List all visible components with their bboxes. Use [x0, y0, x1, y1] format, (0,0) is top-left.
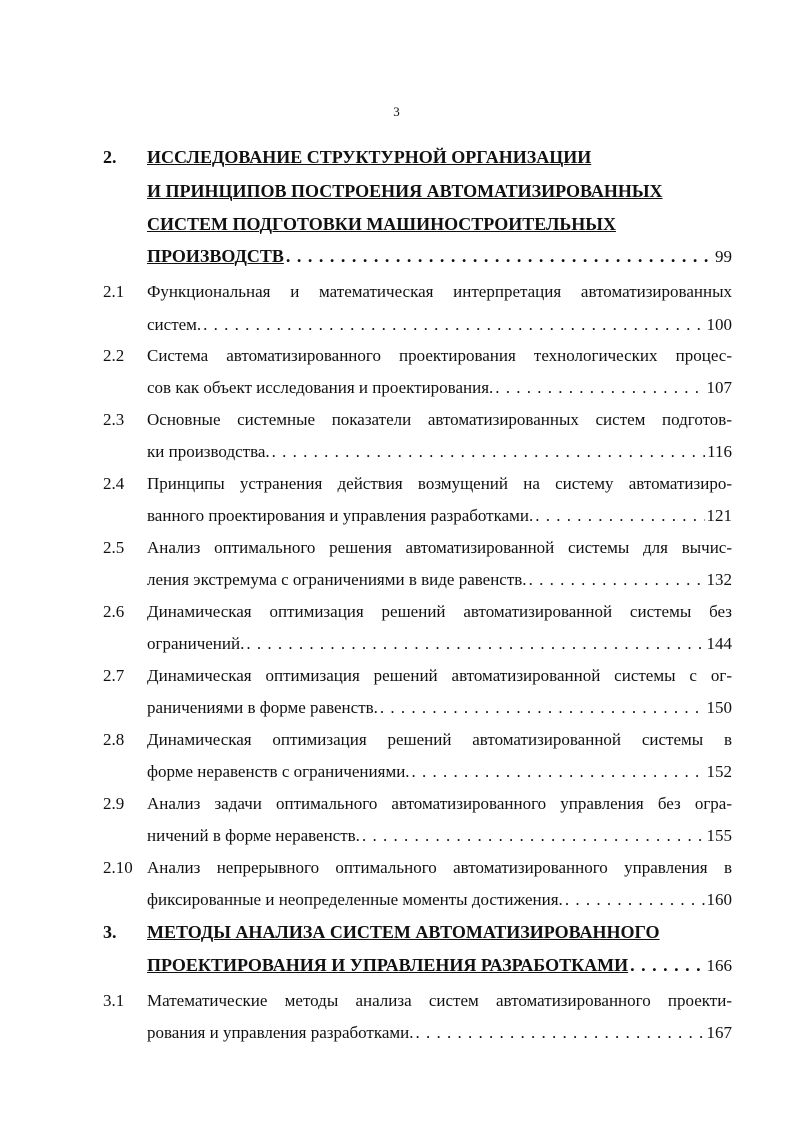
section-number: 2.7 [103, 666, 125, 685]
chapter-title-line: ИССЛЕДОВАНИЕ СТРУКТУРНОЙ ОРГАНИЗАЦИИ [147, 147, 592, 167]
section-number: 3.1 [103, 991, 125, 1010]
section-title-line: раничениями в форме равенств. . . . 150 [147, 698, 732, 718]
page-ref: 132 [706, 570, 732, 589]
section-number: 2.5 [103, 538, 125, 557]
section-number: 2.1 [103, 282, 125, 301]
page-ref: 155 [706, 826, 732, 845]
leader-dots [535, 506, 704, 526]
leader-dots [203, 315, 704, 335]
section-title-line: рования и управления разработками. . . . 167 [147, 1023, 732, 1043]
section-title-line: Динамическая оптимизация решений автоматизированной системы в [147, 730, 732, 749]
section-title-line: Анализ оптимального решения автоматизированной системы для вычис- [147, 538, 732, 557]
section-title-line: ничений в форме неравенств. . . . 155 [147, 826, 732, 846]
section-title-line: Основные системные показатели автоматизированных систем подготов- [147, 410, 732, 429]
section-number: 2.8 [103, 730, 125, 749]
section-title-line: ки производства. . . . 116 [147, 442, 732, 462]
page-ref: 160 [706, 890, 732, 909]
section-title-line: сов как объект исследования и проектирования. . . . 107 [147, 378, 732, 398]
chapter-title-line: СИСТЕМ ПОДГОТОВКИ МАШИНОСТРОИТЕЛЬНЫХ [147, 214, 616, 234]
section-title-line: фиксированные и неопределенные моменты достижения. . . . 160 [147, 890, 732, 910]
section-number: 2.9 [103, 794, 125, 813]
page-ref: 167 [706, 1023, 732, 1042]
chapter-title-line: ПРОЕКТИРОВАНИЯ И УПРАВЛЕНИЯ РАЗРАБОТКАМИ . . . 166 [147, 955, 732, 976]
page-ref: 150 [706, 698, 732, 717]
page-ref: 100 [706, 315, 732, 334]
chapter-number: 3. [103, 922, 117, 942]
page-number: 3 [393, 104, 400, 119]
chapter-number: 2. [103, 147, 117, 167]
section-title-line: Динамическая оптимизация решений автоматизированной системы без [147, 602, 732, 621]
leader-dots [565, 890, 705, 910]
section-title-line: ограничений. . . . 144 [147, 634, 732, 654]
leader-dots [529, 570, 705, 590]
leader-dots [630, 955, 704, 976]
chapter-title-line: ПРОИЗВОДСТВ . . . 99 [147, 246, 732, 267]
section-title-line: форме неравенств с ограничениями. . . . 152 [147, 762, 732, 782]
section-title-line: систем. . . . 100 [147, 315, 732, 335]
page-ref: 116 [707, 442, 732, 461]
section-title-line: Анализ задачи оптимального автоматизированного управления без огра- [147, 794, 732, 813]
leader-dots [246, 634, 704, 654]
page-ref: 144 [706, 634, 732, 653]
leader-dots [380, 698, 705, 718]
page-ref: 166 [706, 956, 732, 975]
page-ref: 152 [706, 762, 732, 781]
leader-dots [272, 442, 705, 462]
section-title-line: Динамическая оптимизация решений автоматизированной системы с ог- [147, 666, 732, 685]
leader-dots [416, 1023, 705, 1043]
section-title-line: Математические методы анализа систем автоматизированного проекти- [147, 991, 732, 1010]
page-ref: 99 [715, 247, 732, 266]
section-number: 2.2 [103, 346, 125, 365]
section-title-line: Система автоматизированного проектирования технологических процес- [147, 346, 732, 365]
section-number: 2.6 [103, 602, 125, 621]
section-number: 2.10 [103, 858, 133, 877]
leader-dots [286, 246, 713, 267]
section-title-line: ления экстремума с ограничениями в виде равенств. . . . 132 [147, 570, 732, 590]
chapter-title-line: И ПРИНЦИПОВ ПОСТРОЕНИЯ АВТОМАТИЗИРОВАННЫХ [147, 181, 663, 201]
leader-dots [412, 762, 705, 782]
leader-dots [362, 826, 705, 846]
section-title-line: Анализ непрерывного оптимального автоматизированного управления в [147, 858, 732, 877]
section-title-line: Функциональная и математическая интерпретация автоматизированных [147, 282, 732, 301]
section-number: 2.4 [103, 474, 125, 493]
page-ref: 121 [706, 506, 732, 525]
section-title-line: ванного проектирования и управления разработками. . . . 121 [147, 506, 732, 526]
section-number: 2.3 [103, 410, 125, 429]
page-ref: 107 [706, 378, 732, 397]
chapter-title-line: МЕТОДЫ АНАЛИЗА СИСТЕМ АВТОМАТИЗИРОВАННОГО [147, 922, 660, 942]
section-title-line: Принципы устранения действия возмущений на систему автоматизиро- [147, 474, 732, 493]
leader-dots [495, 378, 704, 398]
